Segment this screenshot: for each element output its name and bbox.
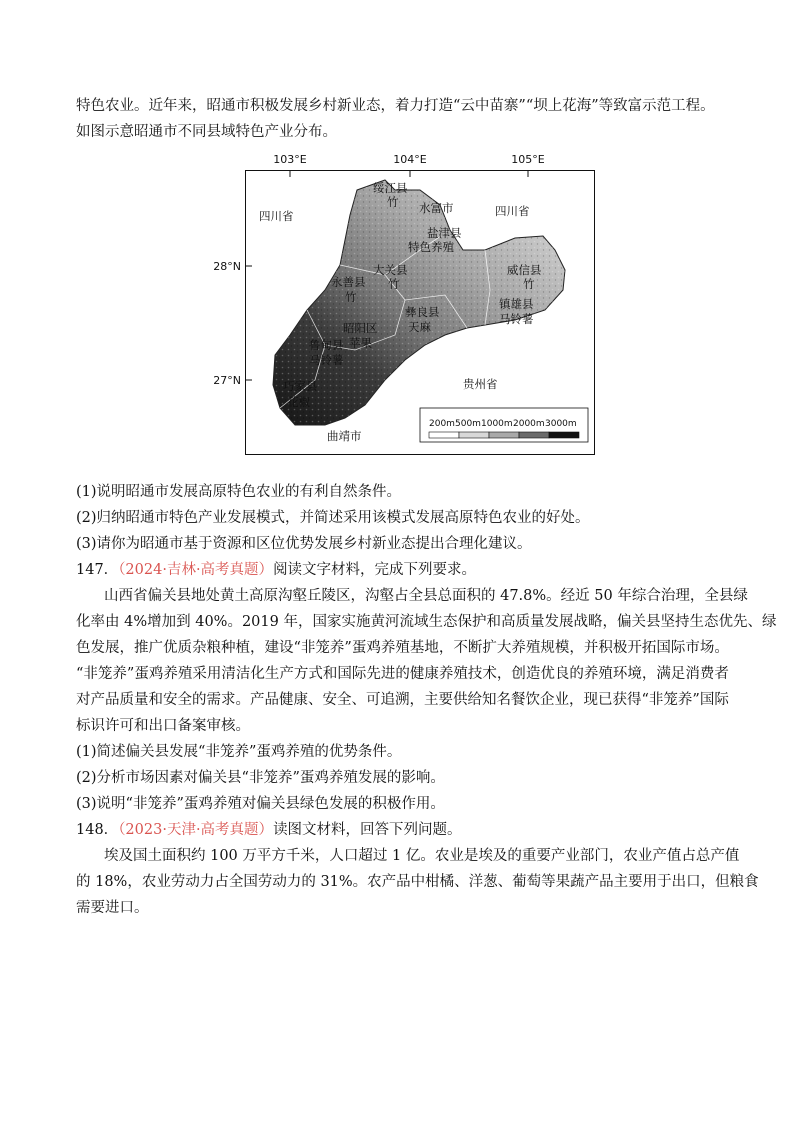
svg-text:鲁甸县: 鲁甸县 [309,338,344,352]
lat-label: 27°N [213,374,241,387]
region-label: 贵州省 [463,377,498,391]
q148-header [76,820,462,840]
q146-sub2: (2)归纳昭通市特色产业发展模式，并简述采用该模式发展高原特色农业的好处。 [76,510,590,526]
q147-paragraph-line: 对产品质量和安全的需求。产品健康、安全、可追溯，主要供给知名餐饮企业，现已获得“非笼养”国际 [76,692,729,708]
q148-paragraph-line: 埃及国土面积约 100 万平方千米，人口超过 1 亿。农业是埃及的重要产业部门，农业产值占总产值 [104,848,740,864]
svg-text:苹果: 苹果 [349,336,372,350]
svg-text:马铃薯: 马铃薯 [499,312,534,326]
legend-swatch [489,432,519,438]
elevation-legend [420,408,588,442]
svg-text:大关县: 大关县 [373,263,408,277]
region-label: 四川省 [495,204,530,218]
county-ludian [309,338,344,367]
svg-text:永善县: 永善县 [331,275,366,289]
svg-text:花椒: 花椒 [287,395,310,409]
region-label: 四川省 [259,209,294,223]
q147-number: 147． [76,562,119,578]
lat-label: 28°N [213,260,241,273]
legend-label: 500m [455,419,481,429]
zhaotong-map [213,150,595,455]
q147-paragraph-line: 标识许可和出口备案审核。 [76,718,250,734]
svg-text:镇雄县: 镇雄县 [499,297,534,311]
legend-swatch [459,432,489,438]
q147-sub2: (2)分析市场因素对偏关县“非笼养”蛋鸡养殖发展的影响。 [76,770,445,786]
svg-text:绥江县: 绥江县 [373,181,408,195]
q148-paragraph-line: 的 18%，农业劳动力占全国劳动力的 31%。农产品中柑橘、洋葱、葡萄等果蔬产品主要用于出口，但粮食 [76,874,759,890]
legend-label: 2000m [513,419,545,429]
svg-text:水富市: 水富市 [419,201,454,215]
svg-text:威信县: 威信县 [507,263,542,277]
svg-text:特色养殖: 特色养殖 [408,240,454,254]
legend-swatch [429,432,459,438]
q146-sub3: (3)请你为昭通市基于资源和区位优势发展乡村新业态提出合理化建议。 [76,536,532,552]
q148-source: （2023·天津·高考真题） [118,822,274,838]
q147-header [76,560,476,580]
legend-label: 1000m [481,419,513,429]
q148-instruction: 读图文材料，回答下列问题。 [273,822,462,838]
region-label: 曲靖市 [327,429,362,443]
zhaotong-map-figure [213,150,595,455]
svg-text:昭阳区: 昭阳区 [343,321,378,335]
county-shuifu [419,201,454,215]
legend-label: 3000m [545,419,577,429]
lon-label: 104°E [393,153,427,166]
q147-sub1: (1)简述偏关县发展“非笼养”蛋鸡养殖的优势条件。 [76,744,402,760]
county-zhenxiong [499,297,534,326]
intro-line-2: 如图示意昭通市不同县域特色产业分布。 [76,124,337,140]
svg-text:竹: 竹 [387,195,399,209]
svg-text:巧家县: 巧家县 [283,379,318,393]
q147-instruction: 阅读文字材料，完成下列要求。 [273,562,477,578]
legend-label: 200m [429,419,455,429]
svg-text:竹: 竹 [388,277,400,291]
svg-text:天麻: 天麻 [408,320,431,334]
q148-paragraph-line: 需要进口。 [76,900,149,916]
intro-line-1: 特色农业。近年来，昭通市积极发展乡村新业态，着力打造“云中苗寨”“坝上花海”等致富示范工程。 [76,98,715,114]
q147-source: （2024·吉林·高考真题） [118,562,274,578]
svg-text:马铃薯: 马铃薯 [309,353,344,367]
q148-number: 148． [76,822,119,838]
q147-paragraph-line: 色发展，推广优质杂粮种植，建设“非笼养”蛋鸡养殖基地，不断扩大养殖规模，并积极开拓国际市场。 [76,640,729,656]
legend-swatch [549,432,579,438]
q147-sub3: (3)说明“非笼养”蛋鸡养殖对偏关县绿色发展的积极作用。 [76,796,445,812]
legend-swatch [519,432,549,438]
q147-paragraph-line: 山西省偏关县地处黄土高原沟壑丘陵区，沟壑占全县总面积的 47.8%。经近 50 年综合治理，全县绿 [104,588,748,604]
svg-text:竹: 竹 [523,277,535,291]
q146-sub1: (1)说明昭通市发展高原特色农业的有利自然条件。 [76,484,402,500]
svg-text:竹: 竹 [345,290,357,304]
svg-text:盐津县: 盐津县 [427,226,462,240]
q147-paragraph-line: 化率由 4%增加到 40%。2019 年，国家实施黄河流域生态保护和高质量发展战略，偏关县坚持生态优先、绿 [76,614,777,630]
lon-label: 105°E [511,153,545,166]
svg-text:彝良县: 彝良县 [405,305,440,319]
lon-label: 103°E [273,153,307,166]
q147-paragraph-line: “非笼养”蛋鸡养殖采用清洁化生产方式和国际先进的健康养殖技术，创造优良的养殖环境，满足消费者 [76,666,729,682]
